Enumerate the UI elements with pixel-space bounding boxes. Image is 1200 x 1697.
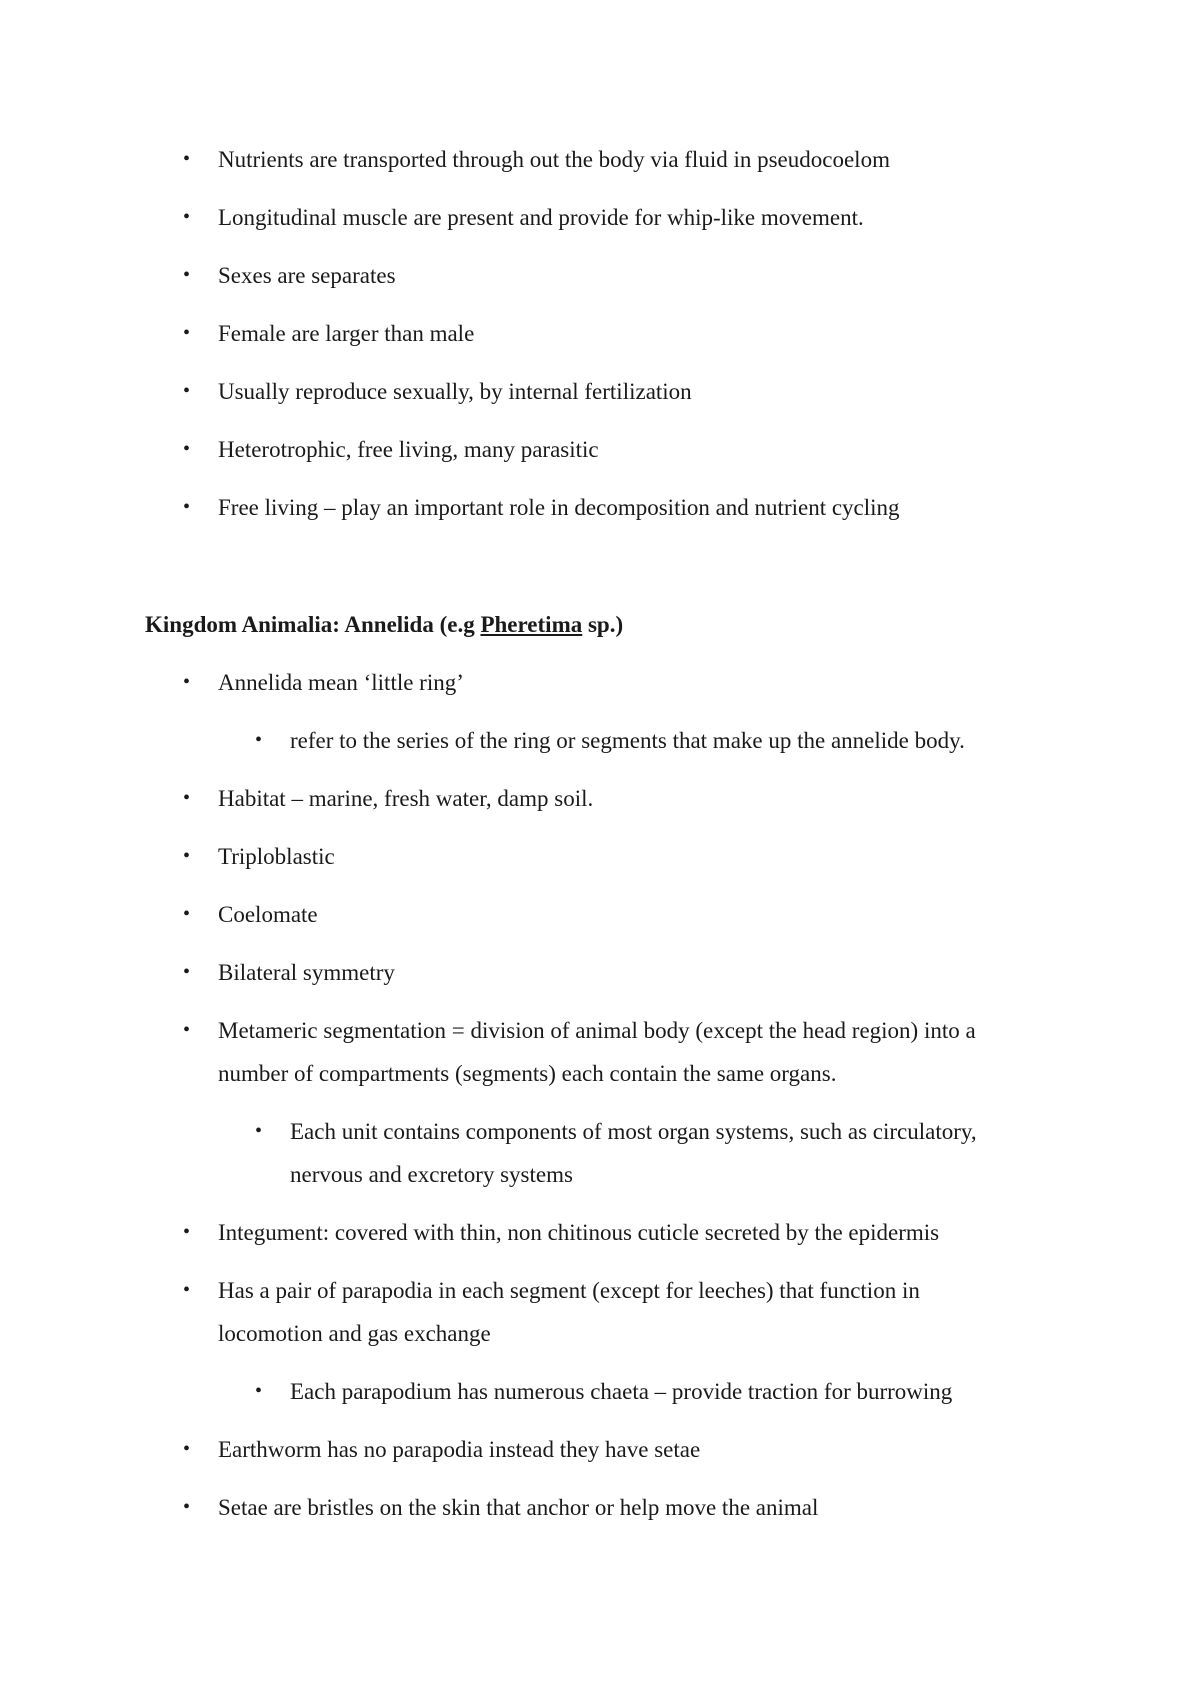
list-item-text: Triploblastic <box>218 844 335 869</box>
list-item-text: Usually reproduce sexually, by internal fertilization <box>218 379 692 404</box>
list-item-text: Nutrients are transported through out the body via fluid in pseudocoelom <box>218 147 890 172</box>
bullet-icon: • <box>183 1019 191 1041</box>
list-item-text: Longitudinal muscle are present and provide for whip-like movement. <box>218 205 864 230</box>
bullet-icon: • <box>183 1496 191 1518</box>
list-item-text: Free living – play an important role in decomposition and nutrient cycling <box>218 495 900 520</box>
list-item-text: refer to the series of the ring or segments that make up the annelide body. <box>290 728 965 753</box>
bullet-icon: • <box>183 496 191 518</box>
list-item-text: nervous and excretory systems <box>290 1162 573 1187</box>
bullet-icon: • <box>183 148 191 170</box>
list-item-text: Sexes are separates <box>218 263 396 288</box>
list-item-text: Each unit contains components of most organ systems, such as circulatory, <box>290 1119 977 1144</box>
heading-prefix: Kingdom Animalia: Annelida (e.g <box>145 612 481 637</box>
list-item-text: Coelomate <box>218 902 318 927</box>
bullet-icon: • <box>183 903 191 925</box>
heading-genus: Pheretima <box>480 612 583 637</box>
bullet-icon: • <box>183 322 191 344</box>
bullet-icon: • <box>183 1438 191 1460</box>
list-item-text: Earthworm has no parapodia instead they have setae <box>218 1437 701 1462</box>
bullet-icon: • <box>255 729 263 751</box>
bullet-icon: • <box>183 671 191 693</box>
bullet-icon: • <box>183 787 191 809</box>
bullet-icon: • <box>255 1380 263 1402</box>
list-item-text: Female are larger than male <box>218 321 475 346</box>
bullet-icon: • <box>255 1120 263 1142</box>
list-item-text: Annelida mean ‘little ring’ <box>218 670 464 695</box>
list-item-text: Metameric segmentation = division of animal body (except the head region) into a <box>218 1018 976 1043</box>
section-heading <box>145 603 623 646</box>
list-item-text: number of compartments (segments) each contain the same organs. <box>218 1061 837 1086</box>
bullet-icon: • <box>183 1221 191 1243</box>
list-item-text: Setae are bristles on the skin that anchor or help move the animal <box>218 1495 819 1520</box>
bullet-icon: • <box>183 1279 191 1301</box>
bullet-icon: • <box>183 264 191 286</box>
bullet-icon: • <box>183 438 191 460</box>
bullet-icon: • <box>183 380 191 402</box>
bullet-icon: • <box>183 961 191 983</box>
list-item-text: Has a pair of parapodia in each segment (except for leeches) that function in <box>218 1278 920 1303</box>
list-item-text: Each parapodium has numerous chaeta – provide traction for burrowing <box>290 1379 953 1404</box>
list-item-text: Bilateral symmetry <box>218 960 395 985</box>
list-item-text: Habitat – marine, fresh water, damp soil. <box>218 786 594 811</box>
bullet-icon: • <box>183 845 191 867</box>
list-item-text: Integument: covered with thin, non chitinous cuticle secreted by the epidermis <box>218 1220 940 1245</box>
list-item-text: Heterotrophic, free living, many parasitic <box>218 437 599 462</box>
list-item-text: locomotion and gas exchange <box>218 1321 491 1346</box>
heading-suffix: sp.) <box>582 612 624 637</box>
bullet-icon: • <box>183 206 191 228</box>
